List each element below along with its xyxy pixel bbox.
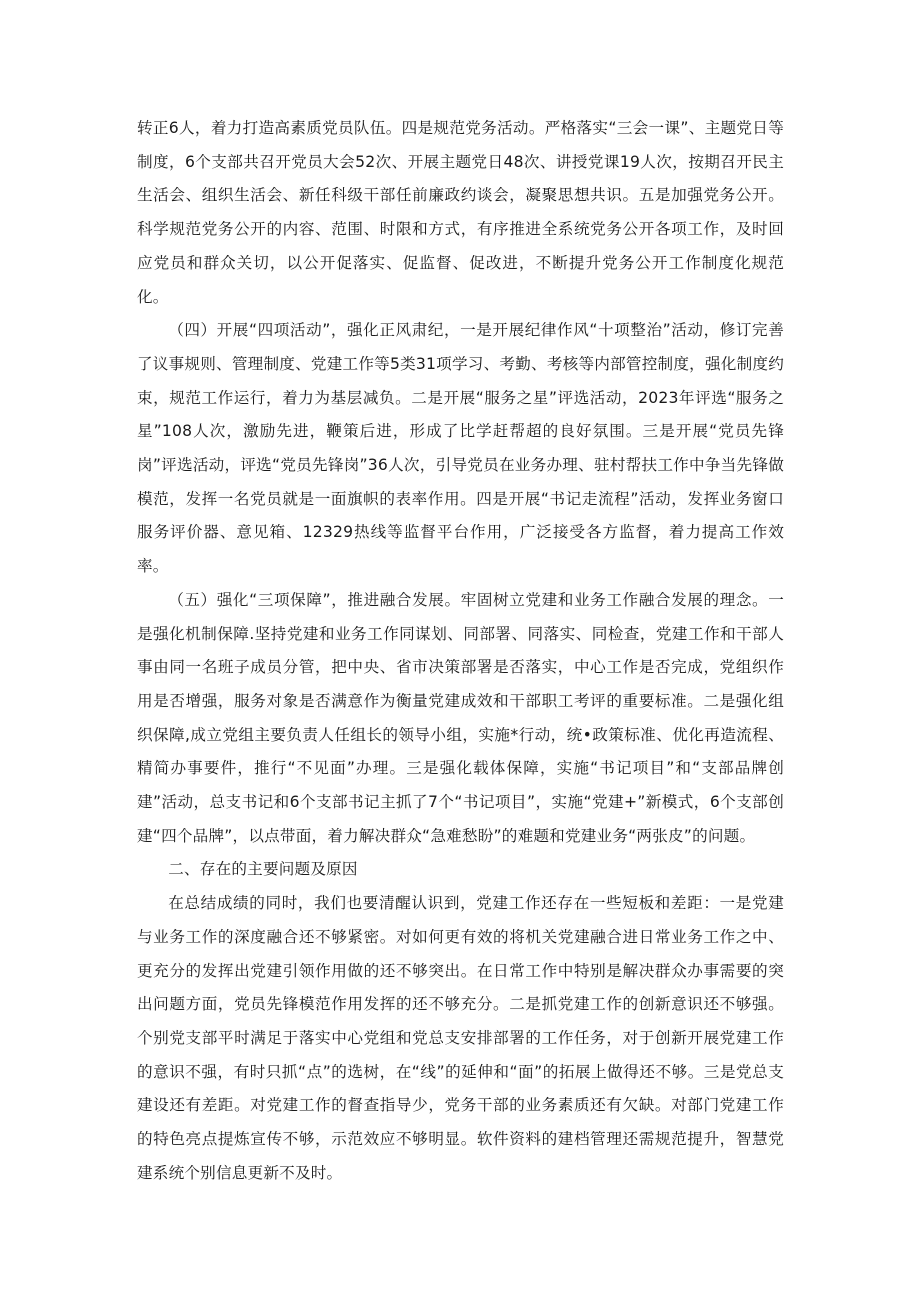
paragraph-party-affairs: 转正6人，着力打造高素质党员队伍。四是规范党务活动。严格落实“三会一课”、主题党日等制度，6个支部共召开党员大会52次、开展主题党日48次、讲授党课19人次，按期召开民主生活会、组织生活会、新任科级干部任前廉政约谈会，凝聚思想共识。五是加强党务公开。科学规范党务公开的内容、范围、时限和方式，有序推进全系统党务公开各项工作，及时回应党员和群众关切，以公开促落实、促监督、促改进，不断提升党务公开工作制度化规范化。 (137, 119, 784, 306)
document-body (137, 112, 784, 1191)
paragraph-four-activities: （四）开展“四项活动”，强化正风肃纪，一是开展纪律作风“十项整治”活动，修订完善了议事规则、管理制度、党建工作等5类31项学习、考勤、考核等内部管控制度，强化制度约束，规范工作运行，着力为基层减负。二是开展“服务之星”评选活动，2023年评选“服务之星”108人次，激励先进，鞭策后进，形成了比学赶帮超的良好氛围。三是开展“党员先锋岗”评选活动，评选“党员先锋岗”36人次，引导党员在业务办理、驻村帮扶工作中争当先锋做模范，发挥一名党员就是一面旗帜的表率作用。四是开展“书记走流程”活动，发挥业务窗口服务评价器、意见箱、12329热线等监督平台作用，广泛接受各方监督，着力提高工作效率。 (137, 321, 784, 576)
paragraph-problems-causes: 在总结成绩的同时，我们也要清醒认识到，党建工作还存在一些短板和差距：一是党建与业务工作的深度融合还不够紧密。对如何更有效的将机关党建融合进日常业务工作之中、更充分的发挥出党建引领作用做的还不够突出。在日常工作中特别是解决群众办事需要的突出问题方面，党员先锋模范作用发挥的还不够充分。二是抓党建工作的创新意识还不够强。个别党支部平时满足于落实中心党组和党总支安排部署的工作任务，对于创新开展党建工作的意识不强，有时只抓“点”的选树，在“线”的延伸和“面”的拓展上做得还不够。三是党总支建设还有差距。对党建工作的督查指导少，党务干部的业务素质还有欠缺。对部门党建工作的特色亮点提炼宣传不够，示范效应不够明显。软件资料的建档管理还需规范提升，智慧党建系统个别信息更新不及时。 (137, 894, 784, 1182)
section-heading-problems: 二、存在的主要问题及原因 (168, 860, 358, 879)
paragraph-three-guarantees: （五）强化“三项保障”，推进融合发展。牢固树立党建和业务工作融合发展的理念。一是强化机制保障.坚持党建和业务工作同谋划、同部署、同落实、同检查，党建工作和干部人事由同一名班子成员分管，把中央、省市决策部署是否落实，中心工作是否完成，党组织作用是否增强，服务对象是否满意作为衡量党建成效和干部职工考评的重要标准。二是强化组织保障,成立党组主要负责人任组长的领导小组，实施*行动，统•政策标准、优化再造流程、精简办事要件，推行“不见面”办理。三是强化载体保障，实施“书记项目”和“支部品牌创建”活动，总支书记和6个支部书记主抓了7个“书记项目”，实施“党建+”新模式，6个支部创建“四个品牌”，以点带面，着力解决群众“急难愁盼”的难题和党建业务“两张皮”的问题。 (137, 590, 784, 845)
